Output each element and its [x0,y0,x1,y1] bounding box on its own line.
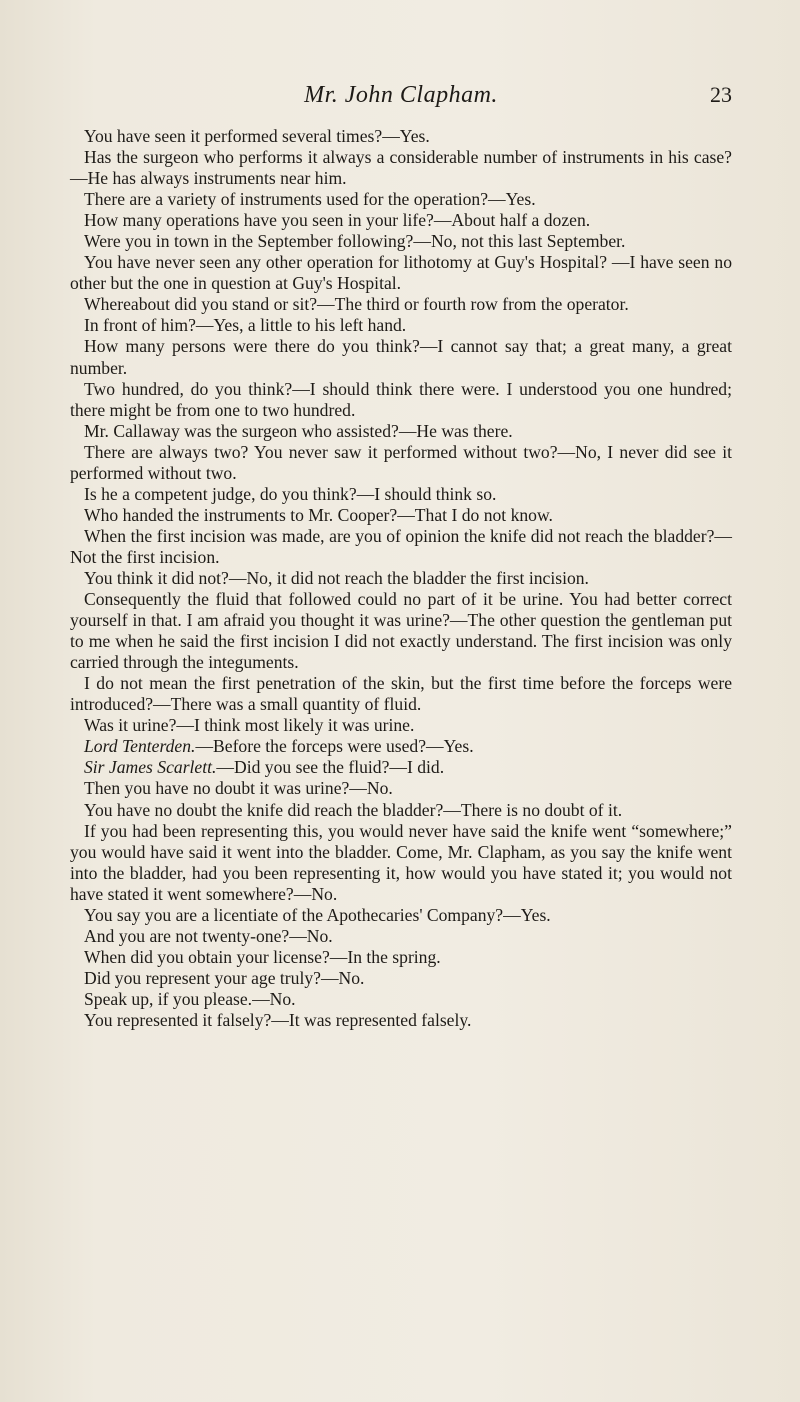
paragraph-text: Who handed the instruments to Mr. Cooper?—That I do not know. [84,504,553,525]
paragraph-text: Whereabout did you stand or sit?—The third or fourth row from the operator. [84,294,629,315]
paragraph-text: You have seen it performed several times?—Yes. [84,126,430,146]
paragraph-text: Two hundred, do you think?—I should think there were. I understood you one hundred; there might be from one to two hundred. [70,378,732,420]
paragraph-text: In front of him?—Yes, a little to his left hand. [84,315,407,336]
paragraph-text: You have never seen any other operation for lithotomy at Guy's Hospital? —I have seen no other but the one in question at Guy's Hospital. [70,252,732,294]
paragraph [70,1010,732,1031]
paragraph-text: Speak up, if you please.—No. [84,988,296,1009]
paragraph-text: You have no doubt the knife did reach the bladder?—There is no doubt of it. [84,799,623,820]
paragraph-text: You say you are a licentiate of the Apothecaries' Company?—Yes. [84,904,551,925]
paragraph-text: There are a variety of instruments used for the operation?—Yes. [84,189,536,210]
paragraph [70,821,732,905]
paragraph [70,421,732,442]
running-title: Mr. John Clapham. [304,82,498,108]
paragraph [70,336,732,378]
paragraph-text: Has the surgeon who performs it always a considerable number of instruments in his case?—He has always instruments near him. [70,147,732,189]
paragraph [70,484,732,505]
paragraph-text: Is he a competent judge, do you think?—I should think so. [84,483,497,504]
paragraph [70,926,732,947]
paragraph [70,568,732,589]
paragraph [70,294,732,315]
paragraph-text: —Did you see the fluid?—I did. [216,757,445,778]
paragraph [70,673,732,715]
paragraph [70,126,732,147]
paragraph [70,757,732,778]
paragraph-text: There are always two? You never saw it performed without two?—No, I never did see it performed without two. [70,441,732,483]
paragraph-text: —Before the forceps were used?—Yes. [195,736,474,757]
paragraph-text: How many persons were there do you think?—I cannot say that; a great many, a great number. [70,336,732,378]
paragraph [70,442,732,484]
paragraph [70,379,732,421]
paragraph-text: How many operations have you seen in your life?—About half a dozen. [84,210,591,231]
paragraph [70,947,732,968]
paragraph [70,315,732,336]
paragraph-text: You think it did not?—No, it did not reach the bladder the first incision. [84,567,589,588]
page-number: 23 [710,82,732,107]
paragraph-text: Was it urine?—I think most likely it was urine. [84,715,415,736]
paragraph-text: Were you in town in the September following?—No, not this last September. [84,231,626,252]
paragraph [70,210,732,231]
paragraph-text: When did you obtain your license?—In the spring. [84,946,441,967]
paragraph [70,252,732,294]
paragraph [70,147,732,189]
paragraph [70,589,732,673]
paragraph [70,189,732,210]
paragraph-text: If you had been representing this, you would never have said the knife went “somewhere;” you would have said it went into the bladder. Come, Mr. Clapham, as you say the knife went into the bladder, had you been representing it, how would you have stated it; you would not have stated it went somewhere?—No. [70,820,732,904]
paragraph-text: Mr. Callaway was the surgeon who assisted?—He was there. [84,420,513,441]
paragraph-text: Consequently the fluid that followed could no part of it be urine. You had better correct yourself in that. I am afraid you thought it was urine?—The other question the gentleman put to me when he said the first incision I did not exactly understand. The first incision was only carried through the integuments. [70,589,732,673]
paragraph [70,231,732,252]
paragraph [70,778,732,799]
paragraph-text: When the first incision was made, are you of opinion the knife did not reach the bladder?—Not the first incision. [70,525,732,567]
body-text [70,126,732,1031]
speaker-name: Lord Tenterden. [84,736,196,757]
paragraph-text: Then you have no doubt it was urine?—No. [84,778,393,799]
paragraph [70,505,732,526]
paragraph-text: You represented it falsely?—It was represented falsely. [84,1009,472,1030]
paragraph-text: And you are not twenty-one?—No. [84,925,333,946]
speaker-name: Sir James Scarlett. [84,757,217,778]
paragraph [70,989,732,1010]
paragraph [70,905,732,926]
page-header [70,82,732,112]
paragraph-text: I do not mean the first penetration of the skin, but the first time before the forceps were introduced?—There was a small quantity of fluid. [70,673,732,715]
paragraph [70,968,732,989]
paragraph [70,715,732,736]
paragraph [70,526,732,568]
paragraph [70,800,732,821]
paragraph [70,736,732,757]
paragraph-text: Did you represent your age truly?—No. [84,967,365,988]
